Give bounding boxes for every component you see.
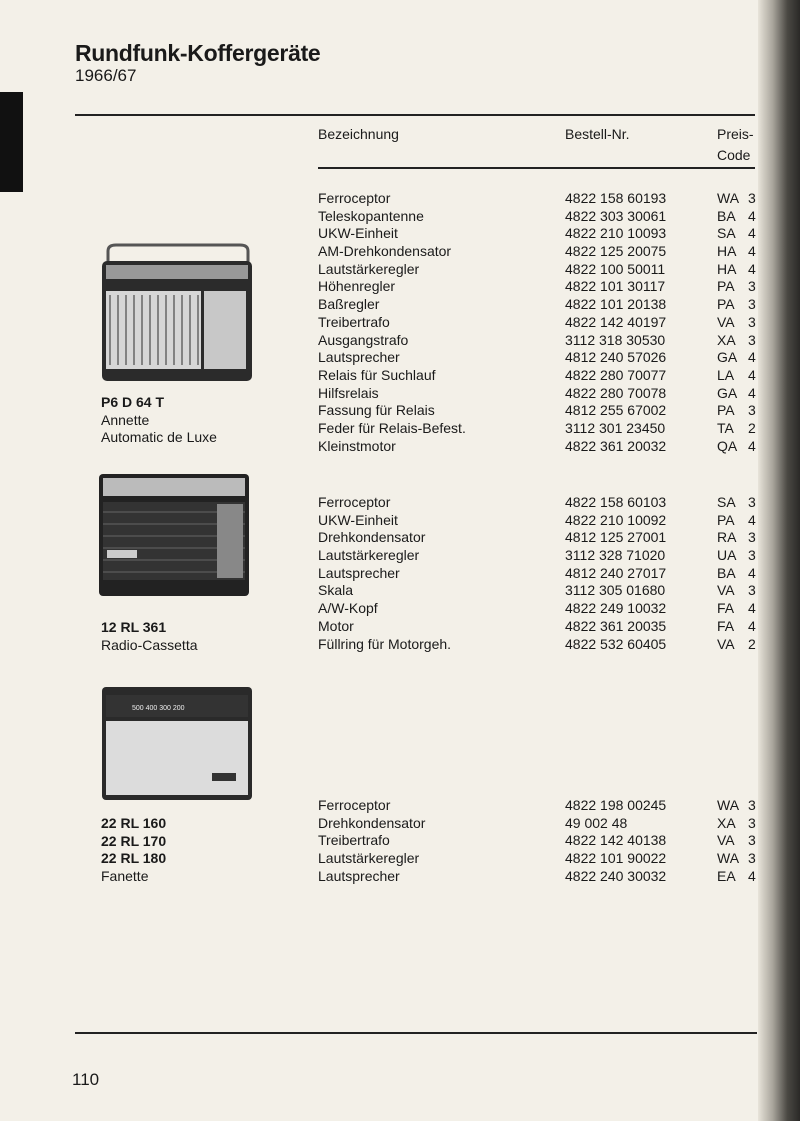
top-rule	[75, 114, 755, 116]
order-number: 4822 210 10093	[565, 225, 667, 242]
part-designation: AM-Drehkondensator	[318, 243, 452, 260]
price-code-letters: XA	[717, 814, 736, 831]
price-code-letters: PA	[717, 402, 735, 419]
price-code-letters: GA	[717, 349, 738, 366]
radio-dial-scale: 500 400 300 200	[132, 705, 185, 712]
order-number: 4822 101 90022	[565, 850, 667, 867]
model-name: Automatic de Luxe	[101, 429, 217, 446]
order-number: 4822 210 10092	[565, 511, 667, 528]
model-label	[101, 394, 217, 447]
part-designation: Füllring für Motorgeh.	[318, 635, 452, 652]
order-number: 3112 301 23450	[565, 419, 666, 436]
price-code-letters: PA	[717, 511, 735, 528]
bottom-rule	[75, 1032, 757, 1034]
price-code-group: 4	[748, 600, 756, 617]
column-header-price-code-1: Preis-	[717, 126, 754, 142]
price-code-group: 4	[748, 225, 756, 242]
price-code-group: 3	[748, 296, 756, 313]
part-designation: Feder für Relais-Befest.	[318, 419, 466, 436]
price-code-group: 3	[748, 529, 756, 546]
price-code-group: 4	[748, 366, 756, 383]
price-code-letters: VA	[717, 582, 735, 599]
price-code-letters: VA	[717, 832, 735, 849]
page-title: Rundfunk-Koffergeräte	[75, 40, 321, 66]
order-number: 4822 280 70077	[565, 366, 667, 383]
price-code-group: 3	[748, 797, 756, 813]
page-subtitle: 1966/67	[75, 66, 137, 85]
part-designation: Ferroceptor	[318, 190, 391, 206]
order-number: 4822 101 30117	[565, 278, 666, 295]
part-designation: Skala	[318, 582, 354, 599]
price-code-letters: PA	[717, 296, 735, 313]
price-code-group: 3	[748, 402, 756, 419]
order-number: 4812 125 27001	[565, 529, 667, 546]
model-name: Fanette	[101, 868, 149, 885]
price-code-group: 4	[748, 511, 756, 528]
part-designation: UKW-Einheit	[318, 225, 398, 242]
part-designation: Relais für Suchlauf	[318, 366, 436, 383]
order-number: 4822 142 40197	[565, 313, 667, 330]
part-designation: Treibertrafo	[318, 313, 390, 330]
model-number: 22 RL 180	[101, 850, 167, 867]
part-designation: Lautsprecher	[318, 564, 400, 581]
price-code-group: 3	[748, 331, 756, 348]
part-designation: UKW-Einheit	[318, 511, 398, 528]
price-code-letters: XA	[717, 331, 736, 348]
part-designation: Fassung für Relais	[318, 402, 435, 419]
part-designation: Lautstärkeregler	[318, 850, 420, 867]
price-code-letters: FA	[717, 617, 735, 634]
part-designation: A/W-Kopf	[318, 600, 378, 617]
order-number: 4812 255 67002	[565, 402, 667, 419]
price-code-group: 4	[748, 437, 756, 454]
model-name: Radio-Cassetta	[101, 636, 198, 653]
price-code-group: 4	[748, 207, 756, 224]
order-number: 4822 100 50011	[565, 260, 666, 277]
part-designation: Teleskopantenne	[318, 207, 424, 224]
order-number: 4822 158 60103	[565, 494, 667, 510]
part-designation: Drehkondensator	[318, 814, 426, 831]
part-designation: Lautsprecher	[318, 867, 400, 884]
order-number: 4822 101 20138	[565, 296, 667, 313]
price-code-letters: HA	[717, 243, 737, 260]
model-number: 22 RL 170	[101, 832, 167, 849]
order-number: 4822 142 40138	[565, 832, 667, 849]
price-code-letters: GA	[717, 384, 738, 401]
model-label	[101, 619, 198, 654]
order-number: 49 002 48	[565, 814, 628, 831]
column-header-designation: Bezeichnung	[318, 126, 399, 142]
price-code-letters: VA	[717, 313, 735, 330]
price-code-letters: BA	[717, 564, 736, 581]
book-binding-edge	[758, 0, 800, 1121]
order-number: 4812 240 57026	[565, 349, 667, 366]
price-code-letters: HA	[717, 260, 737, 277]
price-code-letters: RA	[717, 529, 737, 546]
price-code-group: 3	[748, 547, 756, 564]
order-number: 3112 318 30530	[565, 331, 666, 348]
price-code-group: 3	[748, 832, 756, 849]
price-code-letters: PA	[717, 278, 735, 295]
price-code-group: 4	[748, 384, 756, 401]
column-header-price-code-2: Code	[717, 147, 751, 163]
model-number: P6 D 64 T	[101, 394, 165, 410]
order-number: 4822 158 60193	[565, 190, 667, 206]
price-code-group: 4	[748, 349, 756, 366]
part-designation: Lautsprecher	[318, 349, 400, 366]
order-number: 3112 305 01680	[565, 582, 666, 599]
price-code-group: 3	[748, 278, 756, 295]
model-number: 22 RL 160	[101, 815, 167, 831]
price-code-group: 4	[748, 243, 756, 260]
part-designation: Ausgangstrafo	[318, 331, 409, 348]
radio-image-22rl160	[100, 685, 254, 802]
order-number: 4812 240 27017	[565, 564, 667, 581]
order-number: 4822 280 70078	[565, 384, 667, 401]
price-code-group: 3	[748, 313, 756, 330]
price-code-group: 3	[748, 582, 756, 599]
part-designation: Ferroceptor	[318, 494, 391, 510]
order-number: 4822 249 10032	[565, 600, 667, 617]
part-designation: Hilfsrelais	[318, 384, 379, 401]
price-code-group: 4	[748, 564, 756, 581]
page-number: 110	[72, 1070, 100, 1089]
part-designation: Lautstärkeregler	[318, 260, 420, 277]
part-designation: Kleinstmotor	[318, 437, 396, 454]
part-designation: Baßregler	[318, 296, 380, 313]
price-code-letters: WA	[717, 797, 740, 813]
part-designation: Lautstärkeregler	[318, 547, 420, 564]
part-designation: Höhenregler	[318, 278, 396, 295]
price-code-group: 2	[748, 419, 756, 436]
price-code-group: 3	[748, 494, 756, 510]
model-label	[101, 815, 166, 886]
price-code-group: 3	[748, 190, 756, 206]
section-tab-marker	[0, 92, 23, 192]
price-code-group: 4	[748, 867, 756, 884]
order-number: 4822 303 30061	[565, 207, 667, 224]
part-designation: Ferroceptor	[318, 797, 391, 813]
order-number: 4822 240 30032	[565, 867, 667, 884]
price-code-letters: FA	[717, 600, 735, 617]
price-code-letters: VA	[717, 635, 735, 652]
price-code-letters: EA	[717, 867, 736, 884]
order-number: 4822 361 20032	[565, 437, 667, 454]
price-code-letters: WA	[717, 190, 740, 206]
price-code-group: 3	[748, 814, 756, 831]
price-code-group: 2	[748, 635, 756, 652]
order-number: 4822 125 20075	[565, 243, 667, 260]
order-number: 4822 532 60405	[565, 635, 667, 652]
column-header-order-no: Bestell-Nr.	[565, 126, 630, 142]
price-code-group: 4	[748, 260, 756, 277]
model-name: Annette	[101, 411, 150, 428]
order-number: 4822 361 20035	[565, 617, 667, 634]
price-code-letters: TA	[717, 419, 734, 436]
price-code-letters: LA	[717, 366, 735, 383]
price-code-letters: WA	[717, 850, 740, 867]
price-code-letters: UA	[717, 547, 737, 564]
part-designation: Treibertrafo	[318, 832, 390, 849]
price-code-letters: SA	[717, 494, 736, 510]
price-code-letters: BA	[717, 207, 736, 224]
order-number: 4822 198 00245	[565, 797, 667, 813]
price-code-group: 4	[748, 617, 756, 634]
order-number: 3112 328 71020	[565, 547, 666, 564]
price-code-letters: QA	[717, 437, 738, 454]
price-code-letters: SA	[717, 225, 736, 242]
model-number: 12 RL 361	[101, 619, 167, 635]
header-rule	[318, 167, 755, 169]
radio-image-p6d64t	[100, 243, 256, 384]
part-designation: Motor	[318, 617, 354, 634]
part-designation: Drehkondensator	[318, 529, 426, 546]
radio-image-12rl361	[97, 468, 251, 599]
price-code-group: 3	[748, 850, 756, 867]
